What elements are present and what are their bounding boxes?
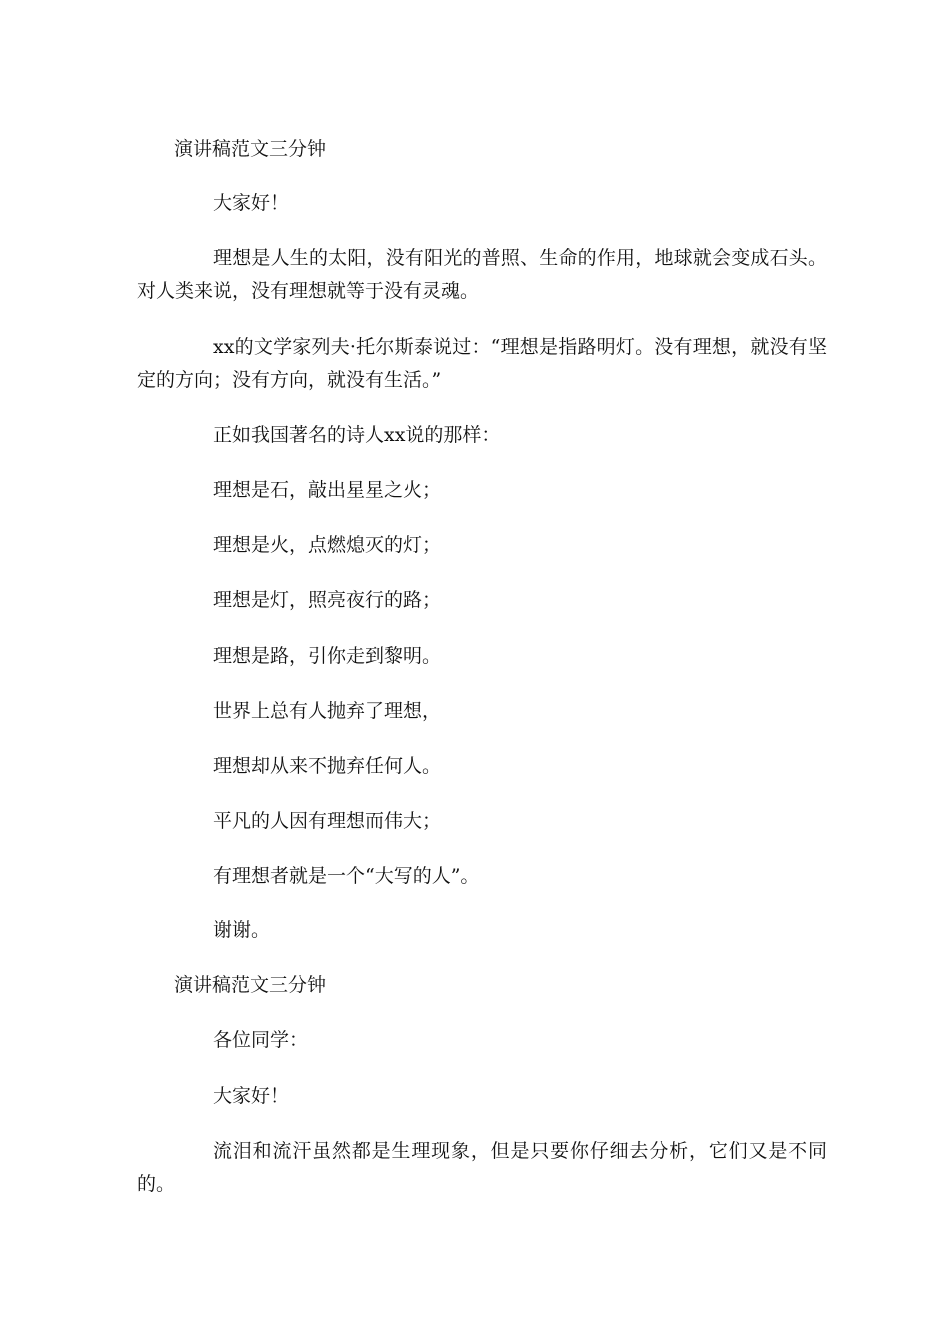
poem-line: 世界上总有人抛弃了理想， xyxy=(213,700,442,722)
poem-line: 平凡的人因有理想而伟大； xyxy=(213,810,442,832)
section1-closing: 谢谢。 xyxy=(213,919,271,941)
poem-line: 理想却从来不抛弃任何人。 xyxy=(213,755,442,777)
section1-greeting: 大家好！ xyxy=(213,192,290,214)
section1-paragraph-1: 理想是人生的太阳，没有阳光的普照、生命的作用，地球就会变成石头。对人类来说，没有理想就等于没有灵魂。 xyxy=(137,247,827,302)
section2-greeting: 大家好！ xyxy=(213,1085,290,1107)
poem-line: 理想是火，点燃熄灭的灯； xyxy=(213,534,442,556)
section1-paragraph-3: 正如我国著名的诗人xx说的那样： xyxy=(213,424,501,446)
section2-title: 演讲稿范文三分钟 xyxy=(174,974,327,996)
section2-paragraph-1: 流泪和流汗虽然都是生理现象，但是只要你仔细去分析，它们又是不同的。 xyxy=(137,1140,827,1195)
poem-line: 理想是灯，照亮夜行的路； xyxy=(213,589,442,611)
section1-title: 演讲稿范文三分钟 xyxy=(174,138,327,160)
poem-line: 理想是石，敲出星星之火； xyxy=(213,479,442,501)
poem-line: 理想是路，引你走到黎明。 xyxy=(213,645,442,667)
section1-paragraph-2: xx的文学家列夫·托尔斯泰说过：“理想是指路明灯。没有理想，就没有坚定的方向；没有方向，就没有生活。” xyxy=(137,336,827,391)
poem-line: 有理想者就是一个“大写的人”。 xyxy=(213,865,480,887)
section2-salutation: 各位同学： xyxy=(213,1029,309,1051)
